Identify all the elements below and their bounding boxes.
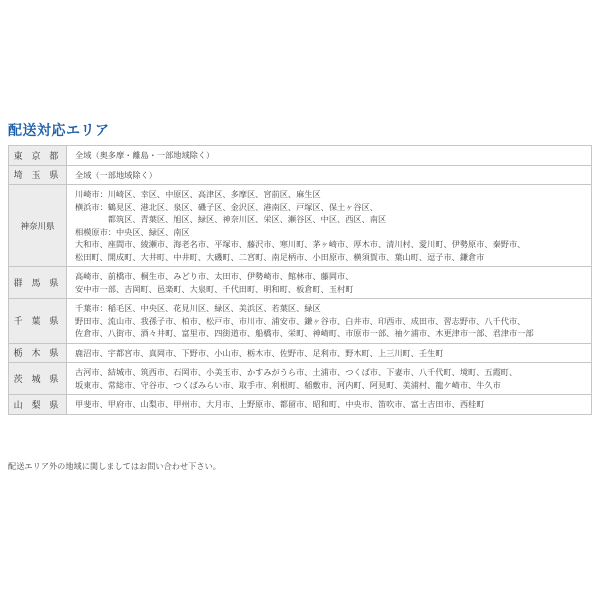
- prefecture-cell: 群 馬 県: [9, 267, 67, 299]
- city-list-line: 松田町、開成町、大井町、中井町、大磯町、二宮町、南足柄市、小田原市、横須賀市、葉山町、逗子市、鎌倉市: [75, 251, 485, 262]
- area-row: [9, 299, 592, 344]
- area-row: [9, 165, 592, 185]
- section-title: 配送対応エリア: [8, 123, 110, 139]
- city-list-line: 全域（一部地域除く）: [75, 169, 157, 180]
- city-list-line: 相模原市：中央区、緑区、南区: [75, 226, 190, 237]
- city-list-line: 川崎市：川崎区、幸区、中原区、高津区、多摩区、宮前区、麻生区: [75, 189, 321, 199]
- city-list-line: 野田市、流山市、我孫子市、柏市、松戸市、市川市、浦安市、鎌ヶ谷市、白井市、印西市、成田市、習志野市、八千代市、: [75, 315, 526, 326]
- prefecture-cell: 埼 玉 県: [9, 165, 67, 185]
- area-row: [9, 363, 592, 395]
- city-list-line: 高崎市、前橋市、桐生市、みどり市、太田市、伊勢崎市、館林市、藤岡市、: [75, 271, 354, 281]
- area-row: [9, 267, 592, 299]
- delivery-area-body: [9, 146, 592, 415]
- contact-note: 配送エリア外の地域に関しましてはお問い合わせ下さい。: [8, 461, 221, 471]
- city-list-line: 千葉市：稲毛区、中央区、花見川区、緑区、美浜区、若葉区、緑区: [75, 303, 321, 313]
- prefecture-cell: 栃 木 県: [9, 343, 67, 363]
- cities-cell: [67, 299, 592, 344]
- cities-cell: [67, 363, 592, 395]
- area-row: [9, 343, 592, 363]
- delivery-area-table: [8, 145, 592, 415]
- cities-cell: [67, 146, 592, 166]
- prefecture-cell: 千 葉 県: [9, 299, 67, 344]
- prefecture-cell: 茨 城 県: [9, 363, 67, 395]
- city-list-line: 古河市、結城市、筑西市、石岡市、小美玉市、かすみがうら市、土浦市、つくば市、下妻市、八千代町、境町、五霞町、: [75, 367, 518, 377]
- city-list-line: 佐倉市、八街市、酒々井町、富里市、四街道市、船橋市、栄町、神崎町、市原市一部、袖ケ浦市、木更津市一部、君津市一部: [75, 328, 534, 338]
- city-list-line: 坂東市、常総市、守谷市、つくばみらい市、取手市、利根町、稲敷市、河内町、阿見町、美浦村、龍ケ崎市、牛久市: [75, 379, 501, 390]
- city-list-line: 鹿沼市、宇都宮市、真岡市、下野市、小山市、栃木市、佐野市、足利市、野木町、上三川町、壬生町: [75, 347, 444, 358]
- cities-cell: [67, 185, 592, 267]
- city-list-line: 安中市一部、吉岡町、邑楽町、大泉町、千代田町、明和町、板倉町、玉村町: [75, 283, 354, 294]
- area-row: [9, 185, 592, 267]
- city-list-line: 大和市、座間市、綾瀬市、海老名市、平塚市、藤沢市、寒川町、茅ヶ崎市、厚木市、清川村、愛川町、伊勢原市、秦野市、: [75, 239, 526, 249]
- prefecture-cell: 神奈川県: [9, 185, 67, 267]
- cities-cell: [67, 343, 592, 363]
- cities-cell: [67, 395, 592, 415]
- area-row: [9, 146, 592, 166]
- prefecture-cell: 山 梨 県: [9, 395, 67, 415]
- city-list-line: 全域（奥多摩・離島・一部地域除く）: [75, 150, 215, 160]
- city-list-line: 都筑区、青葉区、旭区、緑区、神奈川区、栄区、瀬谷区、中区、西区、南区: [75, 214, 387, 224]
- area-row: [9, 395, 592, 415]
- cities-cell: [67, 165, 592, 185]
- cities-cell: [67, 267, 592, 299]
- city-list-line: 横浜市：鶴見区、港北区、泉区、磯子区、金沢区、港南区、戸塚区、保土ヶ谷区、: [75, 201, 378, 212]
- city-list-line: 甲斐市、甲府市、山梨市、甲州市、大月市、上野原市、都留市、昭和町、中央市、笛吹市、富士吉田市、西桂町: [75, 399, 485, 409]
- prefecture-cell: 東 京 都: [9, 146, 67, 166]
